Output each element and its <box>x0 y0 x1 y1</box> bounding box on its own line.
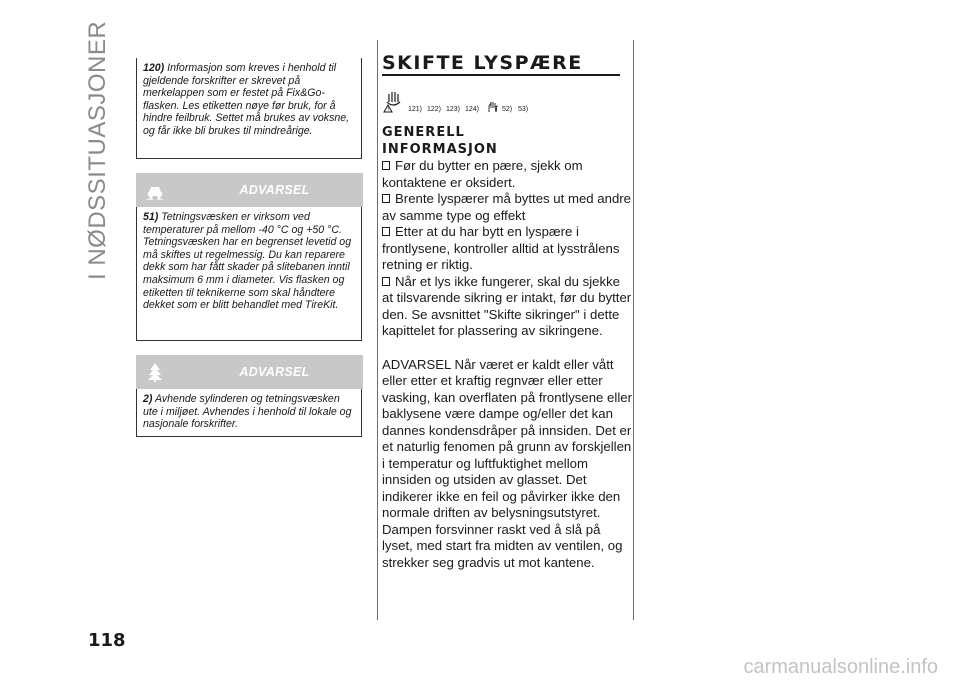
subheading-line-2: INFORMASJON <box>382 142 498 157</box>
warning-box-1 <box>136 207 362 341</box>
body-text <box>382 158 632 571</box>
bullet-item: Etter at du har bytt en lyspære i frontlysene, kontroller alltid at lysstrålens retning er riktig. <box>382 224 620 272</box>
condensation-paragraph: ADVARSEL Når været er kaldt eller vått eller etter et kraftig regnvær eller etter vasking, kan overflaten på frontlysene eller baklysene være dampe og/eller det kan dannes kondensdråper på innsiden. Det er et naturlig fenomen på grunn av forskjellen i temperatur og luftfuktighet mellom innsiden og utsiden av glasset. Det indikerer ikke en feil og påvirker ikke den normale driften av belysningsutstyret. Dampen forsvinner raskt ved å slå på lyset, med start fra midten av ventilen, og strekker seg gradvis ut mot kantene. <box>382 356 632 570</box>
reference-122: 122) <box>427 106 442 113</box>
subheading <box>382 124 498 158</box>
warning-text: Avhende sylinderen og tetningsvæsken ute i miljøet. Avhendes i henhold til lokale og nasjonale forskrifter. <box>143 393 352 431</box>
warning-header-1 <box>136 173 363 207</box>
page-number: 118 <box>88 630 126 651</box>
subheading-line-1: GENERELL <box>382 125 465 140</box>
warning-header-2 <box>136 355 363 389</box>
bullet-square-icon <box>382 161 390 170</box>
reference-121: 121) <box>408 106 423 113</box>
bullet-item: Brente lyspærer må byttes ut med andre av samme type og effekt <box>382 191 632 223</box>
chapter-title-text: I NØDSSITUASJONER <box>84 20 111 280</box>
reference-53: 53) <box>518 106 529 113</box>
bullet-square-icon <box>382 227 390 236</box>
bullet-square-icon <box>382 277 390 286</box>
warning-number: 2) <box>143 393 153 405</box>
bullet-item: Før du bytter en pære, sjekk om kontaktene er oksidert. <box>382 158 583 190</box>
bullet-item: Når et lys ikke fungerer, skal du sjekke at tilsvarende sikring er intakt, før du bytter den. Se avsnittet "Skifte sikringer" i dette kapittelet for plassering av sikringene. <box>382 273 632 338</box>
reference-123: 123) <box>446 106 461 113</box>
bulb-warning-icon <box>382 88 408 114</box>
hand-warning-icon <box>486 100 500 114</box>
warning-box-2 <box>136 389 362 437</box>
reference-124: 124) <box>465 106 480 113</box>
section-heading: SKIFTE LYSPÆRE <box>382 52 583 74</box>
heading-rule <box>382 74 620 76</box>
column-divider-left <box>377 40 378 620</box>
column-divider-right <box>633 40 634 620</box>
warning-number: 51) <box>143 211 159 223</box>
warning-text: Tetningsvæsken er virksom ved temperaturer på mellom -40 °C og +50 °C. Tetningsvæsken har en begrenset levetid og må skiftes ut regelmessig. Du kan reparere dekk som har fått skader på slitebanen inntil maksimum 6 mm i diameter. Vis flasken og etiketten til teknikerne som skal håndtere dekket som er blitt behandlet med TireKit. <box>143 211 352 312</box>
svg-text:!: ! <box>387 107 390 113</box>
note-box-120 <box>136 58 362 159</box>
warning-label: ADVARSEL <box>239 183 310 197</box>
bullet-square-icon <box>382 194 390 203</box>
chapter-side-title <box>84 20 114 280</box>
note-text: Informasjon som kreves i henhold til gjeldende forskrifter er skrevet på merkelappen som er festet på Fix&Go-flasken. Les etiketten nøye før bruk, for å hindre feilbruk. Settet må brukes av voksne, og får ikke bli brukes til mindreårige. <box>143 62 350 137</box>
watermark: carmanualsonline.info <box>743 656 938 678</box>
warning-references <box>382 88 622 118</box>
reference-52: 52) <box>502 106 513 113</box>
note-number: 120) <box>143 62 165 74</box>
warning-label: ADVARSEL <box>239 365 310 379</box>
